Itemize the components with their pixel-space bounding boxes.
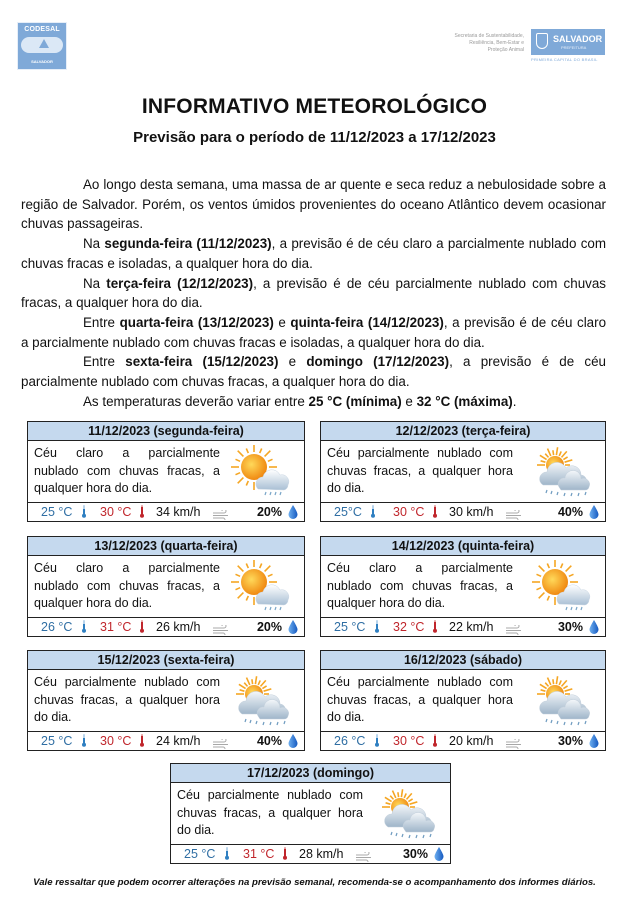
- summary-text: .: [512, 393, 517, 409]
- forecast-card-description: Céu claro a parcialmente nublado com chuvas fracas, a qualquer hora do dia.: [34, 446, 220, 495]
- wind-icon: [505, 625, 523, 635]
- rain-probability: 40%: [557, 505, 583, 519]
- summary-emphasis: domingo (17/12/2023): [306, 354, 450, 370]
- summary-paragraph: [21, 352, 606, 391]
- codesal-logo-sub: SALVADOR: [31, 59, 53, 64]
- summary-text: Entre: [83, 354, 126, 370]
- forecast-card: [320, 421, 606, 522]
- wind-speed: 30 km/h: [449, 505, 494, 519]
- wind-speed: 34 km/h: [156, 505, 201, 519]
- forecast-card-date: 17/12/2023 (domingo): [171, 764, 450, 783]
- secretaria-line: Secretaria de Sustentabilidade,: [454, 33, 524, 39]
- wind-icon: [212, 510, 230, 520]
- wind-icon: [355, 852, 373, 862]
- wind-icon: [505, 736, 523, 754]
- summary-paragraph: [21, 175, 606, 234]
- thermometer-cold-icon: [375, 734, 379, 747]
- wind-icon: [212, 739, 230, 749]
- salvador-logo-sub: PREFEITURA: [561, 45, 587, 50]
- summary-paragraph: [21, 313, 606, 352]
- rain-probability: 30%: [557, 734, 583, 748]
- forecast-card-body: [321, 441, 605, 503]
- raindrop-icon: [589, 505, 599, 519]
- forecast-card-stats: [321, 503, 605, 521]
- salvador-tagline: PRIMEIRA CAPITAL DO BRASIL: [531, 57, 598, 62]
- forecast-card-description: Céu claro a parcialmente nublado com chuvas fracas, a qualquer hora do dia.: [34, 561, 220, 610]
- summary-emphasis: quarta-feira (13/12/2023): [119, 314, 274, 330]
- thermometer-hot-icon: [140, 734, 144, 752]
- forecast-card-body: [28, 556, 304, 618]
- thermometer-hot-icon: [433, 620, 437, 633]
- summary-emphasis: 25 °C (mínima): [308, 393, 402, 409]
- max-temperature: 30 °C: [100, 734, 132, 748]
- summary-emphasis: sexta-feira (15/12/2023): [125, 354, 279, 370]
- max-temperature: 31 °C: [100, 620, 132, 634]
- secretaria-line: Proteção Animal: [487, 47, 524, 53]
- thermometer-hot-icon: [433, 505, 437, 523]
- thermometer-cold-icon: [375, 620, 379, 633]
- sun-cloud-light-rain-icon: [228, 560, 292, 614]
- forecast-card-body: [171, 783, 450, 845]
- raindrop-icon: [589, 620, 599, 639]
- raindrop-icon: [288, 505, 298, 519]
- thermometer-cold-icon: [371, 505, 375, 523]
- summary-text: e: [278, 354, 307, 370]
- thermometer-cold-icon: [82, 505, 86, 523]
- page-title: INFORMATIVO METEOROLÓGICO: [141, 95, 488, 118]
- summary-text: e: [273, 314, 291, 330]
- forecast-card: [27, 421, 305, 522]
- max-temperature: 30 °C: [100, 505, 132, 519]
- raindrop-icon: [589, 620, 599, 634]
- summary-text: As temperaturas deverão variar entre: [83, 393, 309, 409]
- forecast-card-description: Céu parcialmente nublado com chuvas fracas, a qualquer hora do dia.: [327, 446, 513, 495]
- codesal-logo: [17, 22, 67, 70]
- thermometer-hot-icon: [140, 734, 144, 747]
- summary-emphasis: 32 °C (máxima): [416, 393, 513, 409]
- forecast-card-date: 12/12/2023 (terça-feira): [321, 422, 605, 441]
- sun-cloud-light-rain-icon: [228, 445, 292, 499]
- thermometer-hot-icon: [433, 734, 437, 752]
- forecast-card: [27, 650, 305, 751]
- raindrop-icon: [434, 847, 444, 861]
- min-temperature: 26 °C: [41, 620, 73, 634]
- max-temperature: 30 °C: [393, 505, 425, 519]
- summary-paragraph: [21, 274, 606, 313]
- thermometer-cold-icon: [375, 734, 379, 752]
- summary-text: Ao longo desta semana, uma massa de ar quente e seca reduz a nebulosidade sobre a região de Salvador. Porém, os ventos úmidos provenientes do oceano Atlântico devem ocasionar chuvas passageiras.: [21, 177, 606, 232]
- cloud-sun-rain-icon: [529, 445, 593, 499]
- thermometer-hot-icon: [433, 734, 437, 747]
- min-temperature: 26 °C: [334, 734, 366, 748]
- forecast-card-date: 13/12/2023 (quarta-feira): [28, 537, 304, 556]
- forecast-card-description: Céu claro a parcialmente nublado com chuvas fracas, a qualquer hora do dia.: [327, 561, 513, 610]
- thermometer-cold-icon: [82, 734, 86, 747]
- thermometer-cold-icon: [225, 847, 229, 860]
- salvador-logo-name: SALVADOR: [553, 34, 603, 44]
- forecast-card-date: 14/12/2023 (quinta-feira): [321, 537, 605, 556]
- rain-probability: 40%: [256, 734, 282, 748]
- forecast-card-description: Céu parcialmente nublado com chuvas fracas, a qualquer hora do dia.: [327, 675, 513, 724]
- raindrop-icon: [288, 505, 298, 524]
- forecast-card-description: Céu parcialmente nublado com chuvas fracas, a qualquer hora do dia.: [34, 675, 220, 724]
- forecast-card-date: 11/12/2023 (segunda-feira): [28, 422, 304, 441]
- wind-icon: [505, 622, 523, 640]
- thermometer-cold-icon: [375, 620, 379, 638]
- cloud-sun-rain-icon: [374, 787, 438, 841]
- min-temperature: 25 °C: [41, 734, 73, 748]
- forecast-card-stats: [28, 732, 304, 750]
- forecast-card-body: [28, 441, 304, 503]
- wind-icon: [212, 736, 230, 754]
- thermometer-cold-icon: [82, 505, 86, 518]
- summary-text: , a previsão é de céu parcialmente nublado com chuvas fracas, a qualquer hora do dia.: [21, 275, 606, 311]
- forecast-card-stats: [321, 732, 605, 750]
- secretaria-line: Resiliência, Bem-Estar e: [469, 40, 524, 46]
- salvador-logo: [531, 29, 605, 55]
- forecast-card-body: [321, 556, 605, 618]
- salvador-crest-icon: [536, 33, 548, 49]
- summary-emphasis: terça-feira (12/12/2023): [106, 275, 254, 291]
- raindrop-icon: [288, 620, 298, 634]
- summary-emphasis: quinta-feira (14/12/2023): [290, 314, 444, 330]
- thermometer-hot-icon: [140, 505, 144, 518]
- forecast-card: [320, 650, 606, 751]
- wind-speed: 20 km/h: [449, 734, 494, 748]
- max-temperature: 31 °C: [243, 847, 275, 861]
- thermometer-cold-icon: [82, 734, 86, 752]
- forecast-card-date: 15/12/2023 (sexta-feira): [28, 651, 304, 670]
- forecast-card-stats: [28, 618, 304, 636]
- wind-icon: [505, 510, 523, 520]
- thermometer-cold-icon: [82, 620, 86, 638]
- thermometer-hot-icon: [140, 505, 144, 523]
- thermometer-hot-icon: [283, 847, 287, 865]
- thermometer-hot-icon: [433, 620, 437, 638]
- summary-paragraph: [21, 234, 606, 273]
- forecast-card: [320, 536, 606, 637]
- wind-icon: [355, 849, 373, 867]
- sun-cloud-light-rain-icon: [529, 560, 593, 614]
- forecast-card-description: Céu parcialmente nublado com chuvas fracas, a qualquer hora do dia.: [177, 788, 363, 837]
- min-temperature: 25 °C: [41, 505, 73, 519]
- max-temperature: 32 °C: [393, 620, 425, 634]
- forecast-card: [27, 536, 305, 637]
- wind-speed: 26 km/h: [156, 620, 201, 634]
- summary-text: , a previsão é de céu claro a parcialmente nublado com chuvas fracas e isoladas, a qualquer hora do dia.: [21, 314, 607, 350]
- wind-speed: 24 km/h: [156, 734, 201, 748]
- codesal-logo-triangle: [39, 39, 49, 48]
- rain-probability: 20%: [256, 505, 282, 519]
- min-temperature: 25 °C: [334, 620, 366, 634]
- footer-note: Vale ressaltar que podem ocorrer alterações na previsão semanal, recomenda-se o acompanhamento dos informes diários.: [33, 877, 596, 888]
- forecast-card-body: [28, 670, 304, 732]
- wind-icon: [212, 625, 230, 635]
- thermometer-cold-icon: [82, 620, 86, 633]
- summary-text: Entre: [83, 314, 120, 330]
- thermometer-hot-icon: [140, 620, 144, 633]
- wind-icon: [212, 507, 230, 525]
- thermometer-cold-icon: [225, 847, 229, 865]
- min-temperature: 25°C: [334, 505, 362, 519]
- raindrop-icon: [288, 620, 298, 639]
- cloud-sun-rain-icon: [529, 674, 593, 728]
- summary-text: , a previsão é de céu claro a parcialmente nublado com chuvas fracas e isoladas, a qualquer hora do dia.: [21, 236, 606, 271]
- raindrop-icon: [589, 734, 599, 753]
- raindrop-icon: [434, 847, 444, 866]
- forecast-card-date: 16/12/2023 (sábado): [321, 651, 605, 670]
- thermometer-hot-icon: [283, 847, 287, 860]
- forecast-summary: [21, 175, 606, 411]
- summary-text: e: [401, 393, 417, 409]
- raindrop-icon: [288, 734, 298, 748]
- wind-icon: [505, 739, 523, 749]
- cloud-sun-rain-icon: [228, 674, 292, 728]
- wind-speed: 22 km/h: [449, 620, 494, 634]
- summary-text: Na: [83, 275, 107, 291]
- wind-icon: [212, 622, 230, 640]
- summary-emphasis: segunda-feira (11/12/2023): [104, 236, 272, 252]
- forecast-card-stats: [321, 618, 605, 636]
- forecast-card-stats: [28, 503, 304, 521]
- thermometer-cold-icon: [371, 505, 375, 518]
- thermometer-hot-icon: [433, 505, 437, 518]
- rain-probability: 30%: [557, 620, 583, 634]
- summary-paragraph: [21, 392, 606, 412]
- wind-speed: 28 km/h: [299, 847, 344, 861]
- secretaria-text: [455, 33, 525, 54]
- forecast-card-body: [321, 670, 605, 732]
- summary-text: , a previsão é de céu parcialmente nublado com chuvas fracas, a qualquer hora do dia.: [21, 354, 606, 390]
- forecast-card: [170, 763, 451, 864]
- page-subtitle: Previsão para o período de 11/12/2023 a 17/12/2023: [133, 129, 496, 146]
- max-temperature: 30 °C: [393, 734, 425, 748]
- thermometer-hot-icon: [140, 620, 144, 638]
- min-temperature: 25 °C: [184, 847, 216, 861]
- summary-text: Na: [83, 236, 105, 252]
- wind-icon: [505, 507, 523, 525]
- codesal-logo-text: CODESAL: [24, 26, 60, 33]
- raindrop-icon: [589, 505, 599, 524]
- rain-probability: 30%: [402, 847, 428, 861]
- raindrop-icon: [288, 734, 298, 753]
- rain-probability: 20%: [256, 620, 282, 634]
- forecast-card-stats: [171, 845, 450, 863]
- raindrop-icon: [589, 734, 599, 748]
